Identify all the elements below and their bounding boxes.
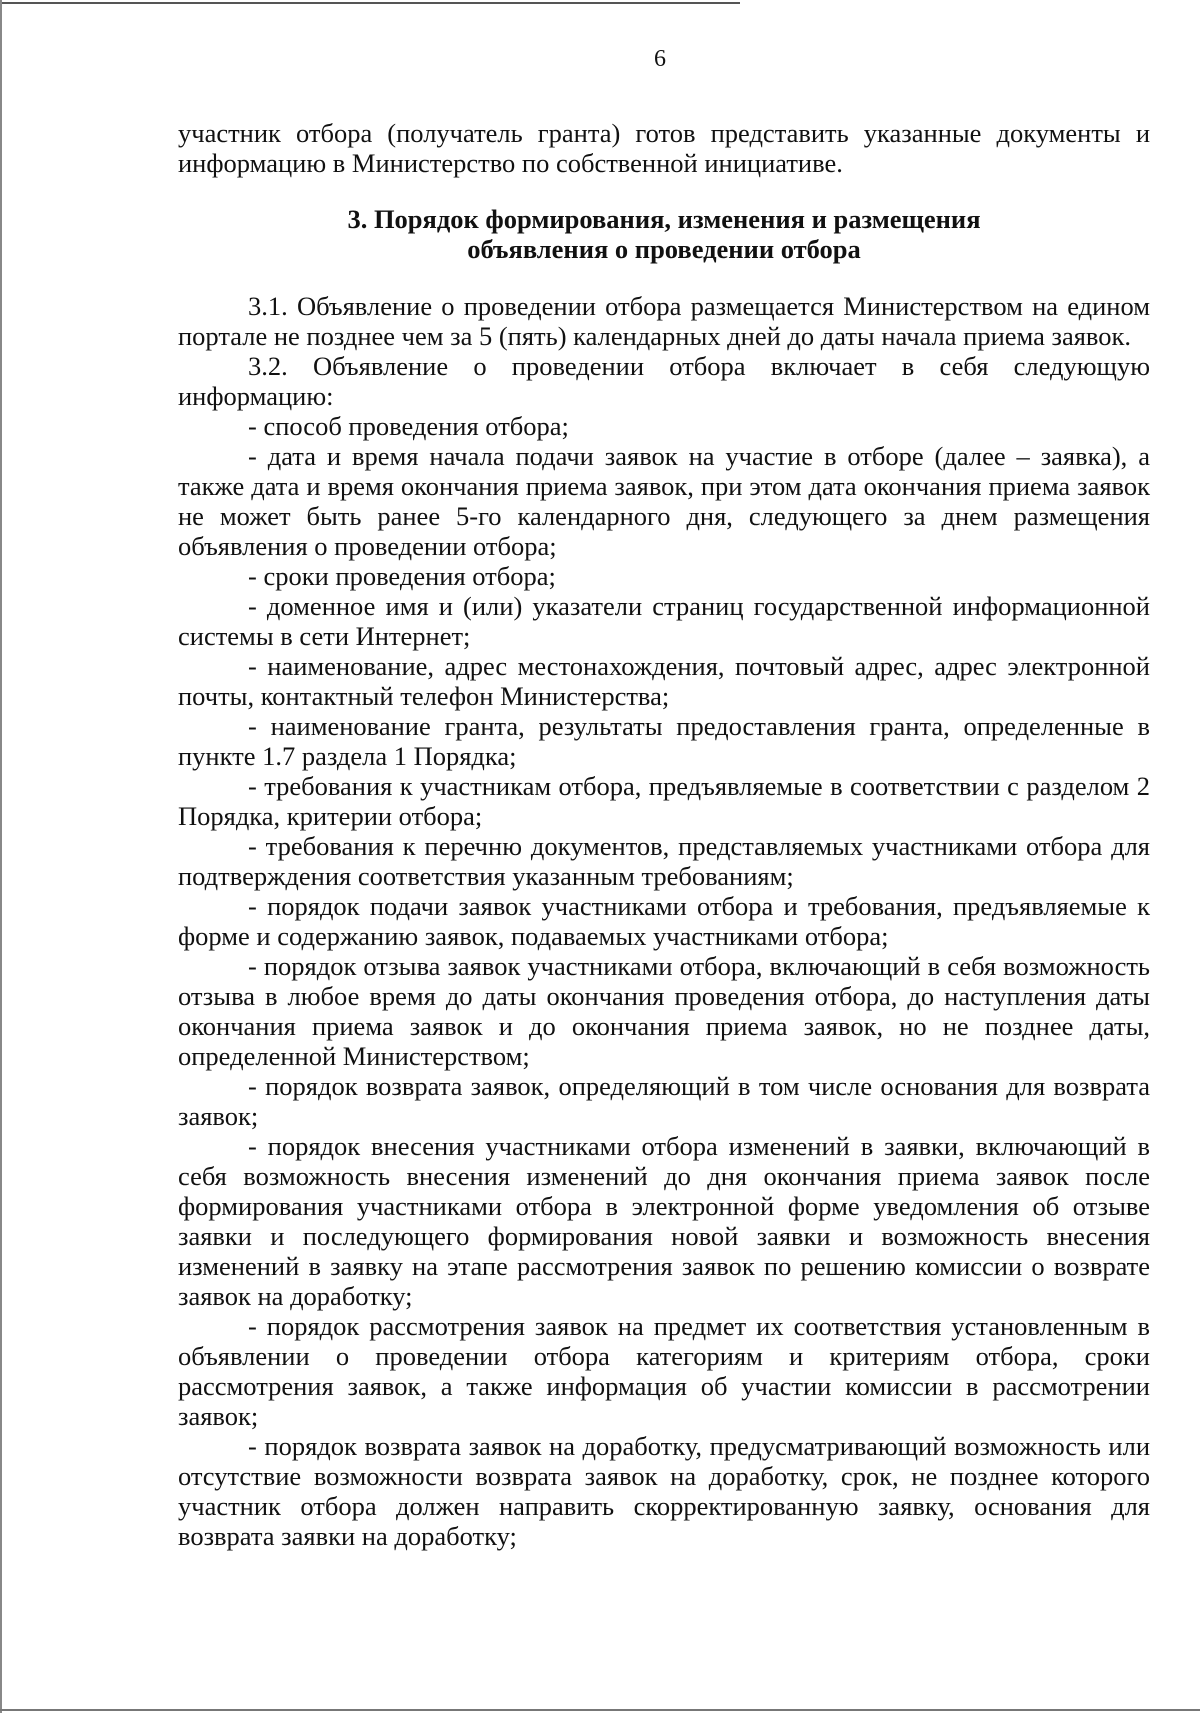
document-page <box>178 118 1150 1551</box>
paragraph-3-1: 3.1. Объявление о проведении отбора размещается Министерством на едином портале не позднее чем за 5 (пять) календарных дней до даты начала приема заявок. <box>178 291 1150 351</box>
scan-edge-bottom <box>0 1709 1200 1711</box>
list-item: - способ проведения отбора; <box>248 411 569 441</box>
section-heading <box>178 204 1150 264</box>
list-item: - порядок рассмотрения заявок на предмет их соответствия установленным в объявлении о проведении отбора категориям и критериям отбора, сроки рассмотрения заявок, а также информация об участии комиссии в рассмотрении заявок; <box>178 1311 1150 1431</box>
list-item: - порядок отзыва заявок участниками отбора, включающий в себя возможность отзыва в любое время до даты окончания проведения отбора, до наступления даты окончания приема заявок и до окончания приема заявок, но не позднее даты, определенной Министерством; <box>178 951 1150 1071</box>
scan-edge-left <box>0 0 2 1713</box>
list-item: - дата и время начала подачи заявок на участие в отборе (далее – заявка), а также дата и время окончания приема заявок, при этом дата окончания приема заявок не может быть ранее 5-го календарного дня, следующего за днем размещения объявления о проведении отбора; <box>178 441 1150 561</box>
paragraph-3-2: 3.2. Объявление о проведении отбора включает в себя следующую информацию: <box>178 351 1150 411</box>
list-item: - сроки проведения отбора; <box>248 561 556 591</box>
list-item: - доменное имя и (или) указатели страниц государственной информационной системы в сети Интернет; <box>178 591 1150 651</box>
list-item: - порядок подачи заявок участниками отбора и требования, предъявляемые к форме и содержанию заявок, подаваемых участниками отбора; <box>178 891 1150 951</box>
list-item: - наименование, адрес местонахождения, почтовый адрес, адрес электронной почты, контактный телефон Министерства; <box>178 651 1150 711</box>
scan-edge-top <box>0 2 740 4</box>
section-heading-line-2: объявления о проведении отбора <box>467 234 861 264</box>
section-heading-line-1: 3. Порядок формирования, изменения и размещения <box>347 204 981 234</box>
list-item: - требования к перечню документов, представляемых участниками отбора для подтверждения соответствия указанным требованиям; <box>178 831 1150 891</box>
intro-paragraph: участник отбора (получатель гранта) готов представить указанные документы и информацию в Министерство по собственной инициативе. <box>178 118 1150 178</box>
list-item: - порядок возврата заявок на доработку, предусматривающий возможность или отсутствие возможности возврата заявок на доработку, срок, не позднее которого участник отбора должен направить скорректированную заявку, основания для возврата заявки на доработку; <box>178 1431 1150 1551</box>
list-item: - порядок возврата заявок, определяющий в том числе основания для возврата заявок; <box>178 1071 1150 1131</box>
list-item: - наименование гранта, результаты предоставления гранта, определенные в пункте 1.7 раздела 1 Порядка; <box>178 711 1150 771</box>
list-item: - требования к участникам отбора, предъявляемые в соответствии с разделом 2 Порядка, критерии отбора; <box>178 771 1150 831</box>
page-number: 6 <box>654 46 666 72</box>
list-item: - порядок внесения участниками отбора изменений в заявки, включающий в себя возможность внесения изменений до дня окончания приема заявок после формирования участниками отбора в электронной форме уведомления об отзыве заявки и последующего формирования новой заявки и возможность внесения изменений в заявку на этапе рассмотрения заявок по решению комиссии о возврате заявок на доработку; <box>178 1131 1150 1311</box>
